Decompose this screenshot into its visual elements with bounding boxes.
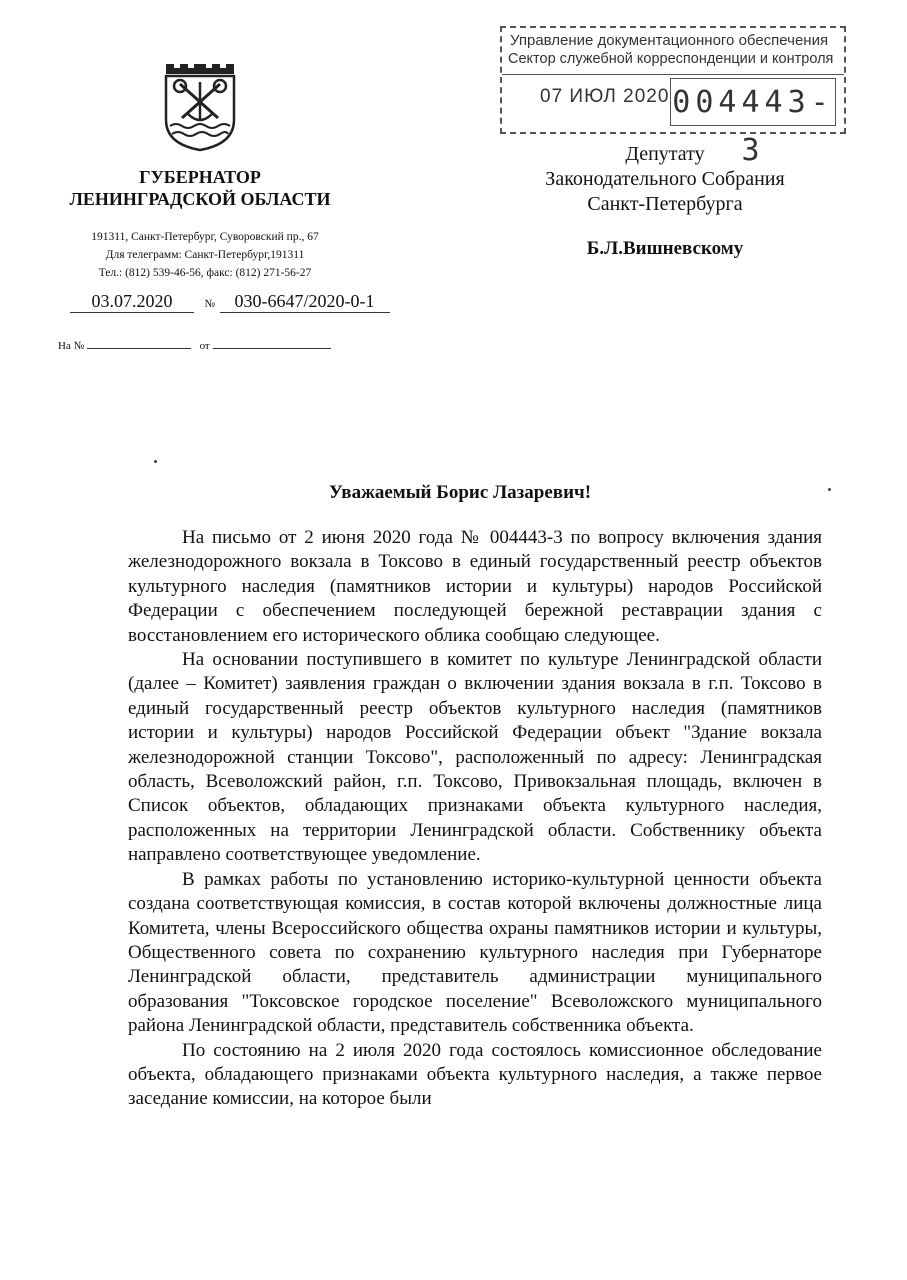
addressee-block (510, 142, 820, 217)
reference-number-blank (87, 348, 191, 349)
stamp-divider (502, 74, 844, 75)
reference-from-label: от (199, 340, 210, 352)
paragraph: На письмо от 2 июня 2020 года № 004443-3 по вопросу включения здания железнодорожного вокзала в Токсово в единый государственный реестр объектов культурного наследия (памятников истории и культуры) народов Российской Федерации с обеспечением последующей бережной реставрации здания с восстановлением его исторического облика сообщаю следующее. (128, 527, 822, 646)
stamp-date: 07 ИЮЛ 2020 (540, 86, 670, 107)
stamp-sector: Сектор служебной корреспонденции и контроля (508, 51, 834, 67)
org-title-line2: ЛЕНИНГРАДСКОЙ ОБЛАСТИ (69, 189, 331, 209)
paragraph: На основании поступившего в комитет по культуре Ленинградской области (далее – Комитет) заявления граждан о включении здания вокзала в г.п. Токсово в единый государственный реестр объектов культурного наследия (памятников истории и культуры) народов Российской Федерации объект "Здание вокзала железнодорожной станции Токсово", расположенный по адресу: Ленинградская область, Всеволожский район, г.п. Токсово, Привокзальная площадь, включен в Список объектов, обладающих признаками объекта культурного наследия, расположенных на территории Ленинградской области. Собственнику объекта направлено соответствующее уведомление. (128, 649, 822, 866)
scan-speck (154, 460, 157, 463)
reference-number-label: На № (58, 340, 85, 352)
org-title-line1: ГУБЕРНАТОР (139, 167, 261, 187)
addressee-line3: Санкт-Петербурга (587, 193, 743, 215)
salutation: Уважаемый Борис Лазаревич! (328, 482, 592, 503)
reference-date-blank (213, 348, 331, 349)
phone-fax: Тел.: (812) 539-46-56, факс: (812) 271-56-27 (98, 267, 312, 279)
stamp-department: Управление документационного обеспечения (510, 32, 829, 49)
stamp-number: 004443-3 (670, 78, 836, 126)
paragraph: В рамках работы по установлению историко-культурной ценности объекта создана соответствующая комиссия, в состав которой включены должностные лица Комитета, члены Всероссийского общества охраны памятников истории и культуры, Общественного совета по сохранению культурного наследия при Губернаторе Ленинградской области, представитель администрации муниципального образования "Токсовское городское поселение" Всеволожского муниципального района Ленинградской области, представитель собственника объекта. (128, 868, 822, 1037)
addressee-line2: Законодательного Собрания (545, 168, 785, 190)
registration-line (70, 291, 400, 313)
sender-address: 191311, Санкт-Петербург, Суворовский пр., 67 (91, 231, 319, 243)
org-title (40, 166, 360, 210)
letter-body (128, 526, 822, 1112)
reference-line (58, 340, 358, 352)
scan-speck (828, 488, 831, 491)
number-sign: № (204, 298, 215, 310)
addressee-name: Б.Л.Вишневскому (586, 238, 744, 259)
outgoing-date: 03.07.2020 (70, 291, 194, 313)
coat-of-arms-emblem (160, 60, 240, 152)
telegram-address: Для телеграмм: Санкт-Петербург,191311 (105, 249, 305, 261)
outgoing-number: 030-6647/2020-0-1 (220, 291, 390, 313)
sender-address-block (40, 228, 370, 282)
addressee-line1: Депутату (625, 143, 705, 165)
paragraph: По состоянию на 2 июля 2020 года состоялось комиссионное обследование объекта, обладающего признаками объекта культурного наследия, а также первое заседание комиссии, на которое были (128, 1039, 822, 1110)
